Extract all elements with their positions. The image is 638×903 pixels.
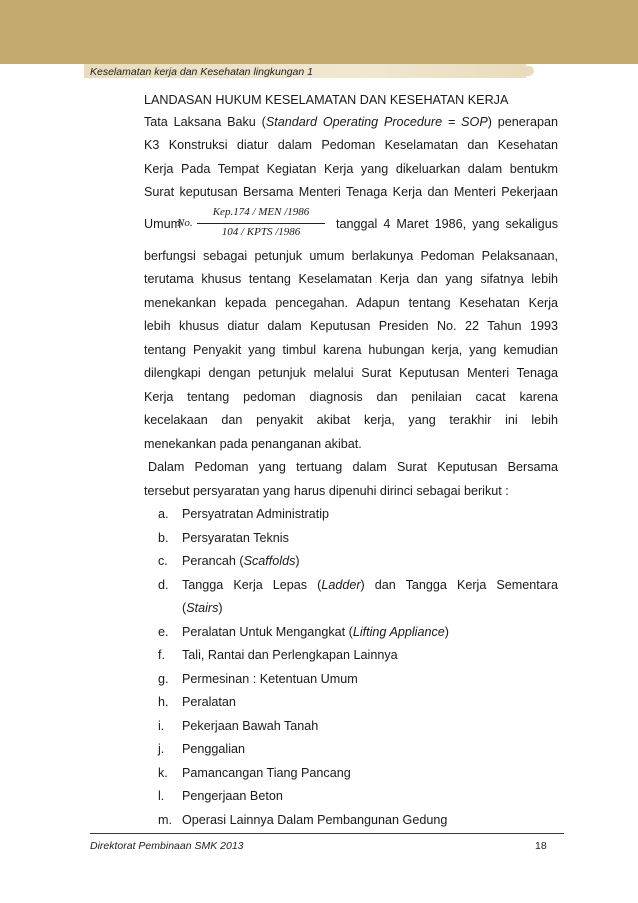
text-span: Tangga Kerja Lepas ( bbox=[182, 578, 322, 592]
list-item-text: Tali, Rantai dan Perlengkapan Lainnya bbox=[182, 648, 398, 662]
running-header-title: Keselamatan kerja dan Kesehatan lingkungan 1 bbox=[90, 66, 313, 78]
list-item-text: Penggalian bbox=[182, 742, 246, 756]
list-item bbox=[144, 646, 558, 664]
text-span: ( bbox=[182, 601, 187, 615]
top-decorative-band bbox=[0, 0, 638, 64]
paragraph-line: terutama khusus tentang Keselamatan Kerja dan yang sifatnya lebih bbox=[144, 272, 558, 286]
list-marker: g. bbox=[158, 672, 169, 686]
italic-term: Ladder bbox=[321, 578, 361, 592]
list-item-text bbox=[182, 576, 558, 594]
list-item-text: Peralatan bbox=[182, 695, 236, 709]
text-span: Peralatan Untuk Mengangkat ( bbox=[182, 625, 353, 639]
list-item bbox=[144, 787, 558, 805]
list-item bbox=[144, 552, 558, 570]
list-item-text bbox=[182, 599, 558, 617]
paragraph-line: berfungsi sebagai petunjuk umum berlakunya Pedoman Pelaksanaan, bbox=[144, 249, 558, 263]
list-marker: d. bbox=[158, 578, 169, 592]
list-item-continuation bbox=[144, 599, 558, 617]
list-marker: b. bbox=[158, 531, 169, 545]
paragraph-line: menekankan kepada pencegahan. Adapun tentang Kesehatan Kerja bbox=[144, 296, 558, 310]
italic-term: Lifting Appliance bbox=[352, 625, 445, 639]
paragraph-text: Umum bbox=[144, 217, 182, 231]
list-item bbox=[144, 811, 558, 829]
list-marker: i. bbox=[158, 719, 165, 733]
list-item-text: Persyatratan Administratip bbox=[182, 507, 329, 521]
list-marker: a. bbox=[158, 507, 169, 521]
formula-denominator: 104 / KPTS /1986 bbox=[221, 226, 301, 238]
formula-prefix: No. bbox=[177, 217, 193, 229]
fraction-bar bbox=[197, 223, 325, 224]
text-span: ) dan Tangga Kerja Sementara bbox=[360, 578, 558, 592]
paragraph-line: dilengkapi dengan petunjuk melalui Surat Keputusan Menteri Tenaga bbox=[144, 366, 558, 380]
paragraph-line: tentang Penyakit yang timbul karena hubungan kerja, yang kemudian bbox=[144, 343, 558, 357]
list-marker: k. bbox=[158, 766, 168, 780]
formula-numerator: Kep.174 / MEN /1986 bbox=[212, 206, 310, 218]
list-item bbox=[144, 529, 558, 547]
list-item-text: Pengerjaan Beton bbox=[182, 789, 283, 803]
list-item bbox=[144, 764, 558, 782]
footer-divider bbox=[90, 833, 564, 834]
text-span: ) penerapan bbox=[487, 115, 558, 129]
list-marker: e. bbox=[158, 625, 169, 639]
text-span: Perancah ( bbox=[182, 554, 244, 568]
list-marker: l. bbox=[158, 789, 165, 803]
list-item-text: Pamancangan Tiang Pancang bbox=[182, 766, 351, 780]
text-span: ) bbox=[444, 625, 449, 639]
list-item bbox=[144, 740, 558, 758]
text-span: ) bbox=[295, 554, 300, 568]
footer-publisher: Direktorat Pembinaan SMK 2013 bbox=[90, 840, 244, 852]
list-marker: m. bbox=[158, 813, 172, 827]
paragraph-line: Kerja Pada Tempat Kegiatan Kerja yang dikeluarkan dalam bentukm bbox=[144, 162, 558, 176]
list-item-text: Permesinan : Ketentuan Umum bbox=[182, 672, 358, 686]
paragraph-line: Surat keputusan Bersama Menteri Tenaga Kerja dan Menteri Pekerjaan bbox=[144, 185, 558, 199]
header-strip-tip bbox=[522, 66, 534, 76]
list-marker: h. bbox=[158, 695, 169, 709]
list-item-text bbox=[182, 552, 558, 570]
list-marker: f. bbox=[158, 648, 165, 662]
paragraph-line: menekankan pada penanganan akibat. bbox=[144, 437, 362, 451]
list-item-text: Operasi Lainnya Dalam Pembangunan Gedung bbox=[182, 813, 448, 827]
list-marker: j. bbox=[158, 742, 165, 756]
page-number: 18 bbox=[535, 840, 547, 852]
list-item bbox=[144, 693, 558, 711]
italic-term: Scaffolds bbox=[243, 554, 296, 568]
list-item-text: Persyaratan Teknis bbox=[182, 531, 289, 545]
text-span: ) bbox=[218, 601, 223, 615]
italic-term: Stairs bbox=[186, 601, 219, 615]
paragraph-line: Dalam Pedoman yang tertuang dalam Surat Keputusan Bersama bbox=[148, 460, 558, 474]
decree-number-row bbox=[144, 206, 558, 242]
list-item bbox=[144, 717, 558, 735]
paragraph-line: Kerja tentang pedoman diagnosis dan penilaian cacat karena bbox=[144, 390, 558, 404]
italic-term: Standard Operating Procedure = SOP bbox=[265, 115, 488, 129]
text-span: Tata Laksana Baku ( bbox=[144, 115, 266, 129]
list-item bbox=[144, 576, 558, 594]
decree-number-formula bbox=[177, 206, 325, 242]
paragraph-text: tanggal 4 Maret 1986, yang sekaligus bbox=[336, 217, 558, 231]
section-heading: LANDASAN HUKUM KESELAMATAN DAN KESEHATAN KERJA bbox=[144, 93, 509, 107]
list-item bbox=[144, 623, 558, 641]
paragraph-line: kecelakaan dan penyakit akibat kerja, yang terakhir ini lebih bbox=[144, 413, 558, 427]
paragraph-line: lebih khusus diatur dalam Keputusan Presiden No. 22 Tahun 1993 bbox=[144, 319, 558, 333]
list-item-text bbox=[182, 623, 558, 641]
list-item bbox=[144, 670, 558, 688]
list-item bbox=[144, 505, 558, 523]
paragraph-line: tersebut persyaratan yang harus dipenuhi dirinci sebagai berikut : bbox=[144, 484, 509, 498]
paragraph-line bbox=[144, 113, 558, 131]
list-marker: c. bbox=[158, 554, 168, 568]
list-item-text: Pekerjaan Bawah Tanah bbox=[182, 719, 319, 733]
paragraph-line: K3 Konstruksi diatur dalam Pedoman Keselamatan dan Kesehatan bbox=[144, 138, 558, 152]
